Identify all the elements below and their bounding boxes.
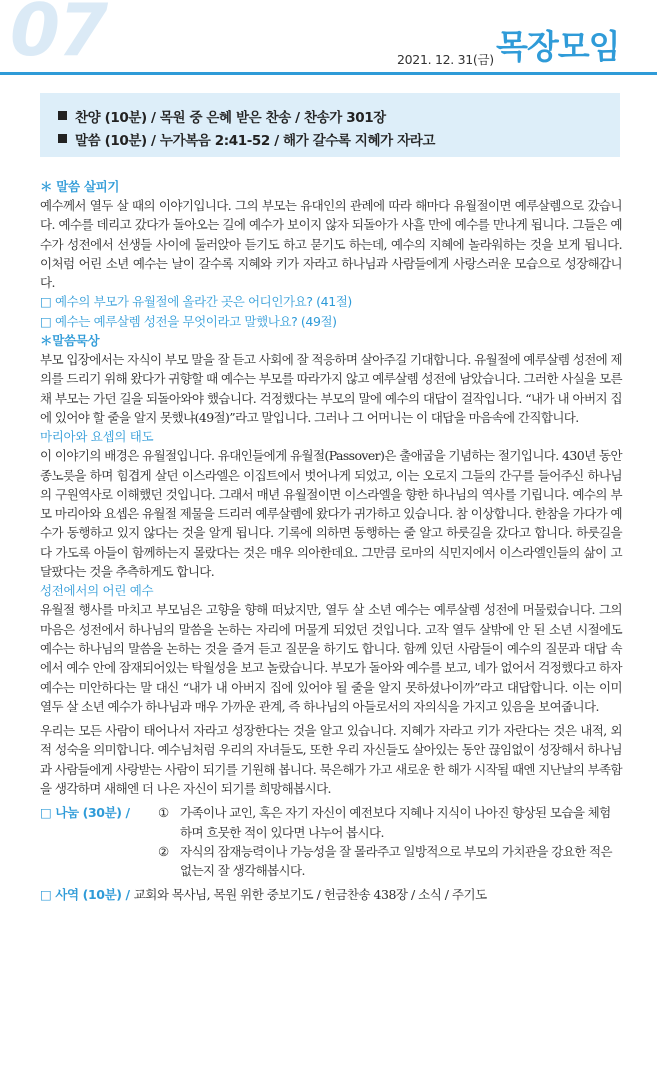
order-item-text: 찬양 (10분) / 목원 중 은혜 받은 찬송 / 찬송가 301장 xyxy=(75,109,386,126)
question-1: □ 예수의 부모가 유월절에 올라간 곳은 어디인가요? (41절) xyxy=(40,294,352,310)
section-heading-meditation: ＊말씀묵상 xyxy=(40,333,100,349)
mission-label: □ 사역 (10분) / xyxy=(40,886,130,902)
order-item-word xyxy=(58,127,620,150)
sharing-item-number: ① xyxy=(158,805,169,821)
young-jesus-paragraph: 유월절 행사를 마치고 부모님은 고향을 향해 떠났지만, 열두 살 소년 예수는 예루살렘 성전에 머물렀습니다. 그의 마음은 성전에서 하나님의 말씀을 논하는 자리에 머물게 되었던 것입니다. 고작 열두 살밖에 안 된 소년 시절에도 예수는 하나님의 말씀을 논하는 것을 즐겨 듣고 질문을 하기도 합니다. 함께 있던 사람들이 예수의 질문과 대답 속에서 예수 안에 잠재되어있는 탁월성을 보고 놀랐습니다. 부모가 돌아와 예수를 보고, 네가 없어서 걱정했다고 하자 예수는 미안하다는 말 대신 “내가 내 아버지 집에 있어야 될 줄을 알지 못하셨나이까”라고 대답합니다. 이는 이미 열두 살 소년 예수가 하나님과 매우 가까운 관계, 즉 하나님의 아들로서의 자의식을 가지고 있음을 보여줍니다. xyxy=(40,602,622,714)
page-title: 목장모임 xyxy=(496,27,620,66)
sharing-item xyxy=(158,803,622,842)
sharing-label: □ 나눔 (30분) / xyxy=(40,805,130,821)
header-divider xyxy=(0,72,657,75)
meditation-paragraph: 부모 입장에서는 자식이 부모 말을 잘 듣고 사회에 잘 적응하며 살아주길 기대합니다. 유월절에 예루살렘 성전에 제의를 드리기 위해 왔다가 귀향할 때 예수는 부모를 따라가지 않고 예루살렘 성전에 남았습니다. 그러한 사실을 모른 채 부모는 가던 길을 되돌아와야 했습니다. 걱정했다는 부모의 말에 예수의 대답이 걸작입니다. “내가 내 아버지 집에 있어야 할 줄을 알지 못했냐(49절)”라고 말입니다. 그러나 그 어머니는 이 대답을 마음속에 간직합니다. xyxy=(40,352,622,425)
mission-section xyxy=(40,885,622,904)
sharing-item xyxy=(158,842,622,881)
question-2: □ 예수는 예루살렘 성전을 무엇이라고 말했나요? (49절) xyxy=(40,313,337,329)
subheading-parents-attitude: 마리아와 요셉의 태도 xyxy=(40,429,154,445)
mission-text: 교회와 목사님, 목원 위한 중보기도 / 헌금찬송 438장 / 소식 / 주기도 xyxy=(133,886,487,902)
parents-attitude-paragraph: 이 이야기의 배경은 유월절입니다. 유대인들에게 유월절(Passover)은 출애굽을 기념하는 절기입니다. 430년 동안 종노릇을 하며 힘겹게 살던 이스라엘은 이집트에서 벗어나게 되었고, 이는 오로지 그들의 간구를 들어주신 하나님의 구원역사로 이해했던 것입니다. 그래서 매년 유월절이면 이스라엘을 향한 하나님의 역사를 기립니다. 예수의 부모 마리아와 요셉은 유월절 제물을 드리러 예루살렘에 왔다가 귀가하고 있습니다. 참 이상합니다. 한참을 가다가 예수가 동행하고 있지 않다는 것을 알게 됩니다. 기록에 의하면 동행하는 줄 알고 하룻길을 갔다고 합니다. 하룻길을 다 가도록 아들이 함께하는지 몰랐다는 것은 매우 의아한데요. 그만큼 로마의 식민지에서 이스라엘인들의 삶이 고달팠다는 것을 추측하게도 합니다. xyxy=(40,448,622,580)
sharing-item-text: 가족이나 교인, 혹은 자기 자신이 예전보다 지혜나 지식이 나아진 향상된 모습을 체험하며 흐뭇한 적이 있다면 나누어 봅시다. xyxy=(180,805,611,840)
sharing-item-number: ② xyxy=(158,843,169,859)
word-look-paragraph: 예수께서 열두 살 때의 이야기입니다. 그의 부모는 유대인의 관례에 따라 해마다 유월절이면 예루살렘으로 갔습니다. 예수를 데리고 갔다가 돌아오는 길에 예수가 보이지 않자 되돌아가 사흘 만에 예수를 만나게 됩니다. 그들은 예수가 성전에서 선생들 사이에 둘러앉아 듣기도 하고 묻기도 하는데, 예수의 지혜에 놀라워하는 것을 보게 됩니다. 이처럼 어린 소년 예수는 날이 갈수록 지혜와 키가 자라고 하나님과 사람들에게 사랑스러운 모습으로 성장해갑니다. xyxy=(40,198,622,291)
order-item-praise xyxy=(58,104,620,127)
lesson-content xyxy=(40,177,622,904)
sharing-section xyxy=(40,803,622,880)
meeting-date: 2021. 12. 31(금) xyxy=(397,52,494,67)
square-bullet-icon xyxy=(58,134,67,143)
square-bullet-icon xyxy=(58,111,67,120)
sharing-item-text: 자식의 잠재능력이나 가능성을 잘 몰라주고 일방적으로 부모의 가치관을 강요한 적은 없는지 잘 생각해봅시다. xyxy=(180,843,612,879)
closing-paragraph: 우리는 모든 사람이 태어나서 자라고 성장한다는 것을 알고 있습니다. 지혜가 자라고 키가 자란다는 것은 내적, 외적 성숙을 의미합니다. 예수님처럼 우리의 자녀들도, 또한 우리 자신들도 살아있는 동안 끊임없이 성장해서 하나님과 사람들에게 사랑받는 사람이 되기를 기원해 봅니다. 묵은해가 가고 새로운 한 해가 시작될 때엔 지난날의 부족함을 생각하며 새해엔 더 나은 자신이 되기를 희망해봅시다. xyxy=(40,723,622,797)
lesson-number: 07 xyxy=(10,0,107,72)
section-heading-word-look: ＊ 말씀 살피기 xyxy=(40,179,120,194)
worship-order-box xyxy=(40,93,620,157)
subheading-young-jesus: 성전에서의 어린 예수 xyxy=(40,583,154,599)
order-item-text: 말씀 (10분) / 누가복음 2:41-52 / 해가 갈수록 지혜가 자라고 xyxy=(75,132,435,149)
